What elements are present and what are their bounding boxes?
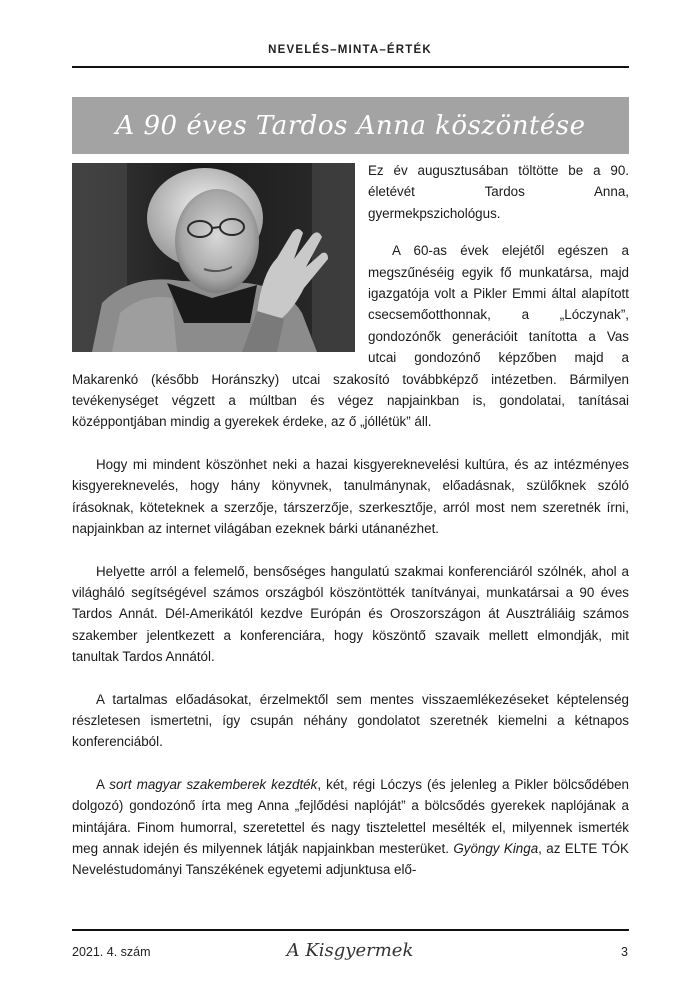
paragraph-career: A 60-as évek elejétől egészen a megszűnéséig egyik fő munkatársa, majd igazgatója volt a Pikler Emmi által alapított csecsemőotthonnak, a „Lóczynak”, gondozónők generációit tanította a Vas utcai gondozónő képzőben majd a Makarenkó (később Horánszky) utcai szakosító továbbképző intézetben. Bármilyen tevékenységet végzett a múltban és végez napjainkban is, gondolatai, tanításai középpontjában mindig a gyerekek érdeke, az ő „jóllétük” áll. bbox=[72, 243, 629, 430]
page-number: 3 bbox=[621, 945, 628, 959]
paragraph-conference: Helyette arról a felemelő, bensőséges hangulatú szakmai konferenciáról szólnék, ahol a világháló segítségével számos országból köszöntötték tanítványai, munkatársai a 90 éves Tardos Annát. Dél-Amerikától kezdve Európán és Oroszországon át Ausztráliáig számos szakember jelentkezett a konferenciára, hogy köszöntő szavaik mellett elmondják, mit tanultak Tardos Annától. bbox=[72, 563, 629, 665]
paragraph-intro: Ez év augusztusában töltötte be a 90. életévét Tardos Anna, gyermekpszichológus. bbox=[368, 163, 629, 221]
photo-float-spacer bbox=[72, 160, 368, 356]
paragraph-speakers-part-c: , az ELTE TÓK Neveléstudományi Tanszékének egyetemi adjunktusa elő- bbox=[72, 840, 629, 878]
paragraph-summary: A tartalmas előadásokat, érzelmektől sem mentes visszaemlékezéseket képtelenség részletesen ismertetni, így csupán néhány gondolatot szeretnék kiemelni a kétnapos konferenciából. bbox=[72, 691, 629, 750]
article-body bbox=[72, 160, 629, 881]
paragraph-speakers-part-b: , két, régi Lóczys (és jelenleg a Pikler bölcsődében dolgozó) gondozónő írta meg Anna „fejlődési naplóját” a bölcsődés gyerekek naplójának a mintájára. Finom humorral, szeretettel és nagy tisztelettel mesélték el, milyennek ismerték meg annak idején és milyennek látják napjainkban mesterüket. bbox=[72, 776, 629, 856]
paragraph-speakers-part-a: A bbox=[96, 776, 110, 792]
footer-rule bbox=[72, 929, 629, 931]
title-banner bbox=[72, 97, 629, 154]
issue-label: 2021. 4. szám bbox=[72, 945, 151, 959]
header-rule bbox=[72, 66, 629, 68]
paragraph-legacy: Hogy mi mindent köszönhet neki a hazai kisgyereknevelési kultúra, és az intézményes kisgyereknevelés, hogy hány könyvnek, tanulmánynak, előadásnak, szülőknek szóló írásoknak, köteteknek a szerzője, társzerzője, szerkesztője, arról most nem szeretnék írni, napjainkban az internet világában ezeknek bárki utánanézhet. bbox=[72, 456, 629, 537]
paragraph-speakers-emphasis-1: sort magyar szakemberek kezdték bbox=[109, 776, 318, 792]
paragraph-speakers bbox=[72, 774, 629, 881]
magazine-name: A Kisgyermek bbox=[286, 940, 414, 961]
running-title: NEVELÉS–MINTA–ÉRTÉK bbox=[268, 44, 432, 56]
article-title: A 90 éves Tardos Anna köszöntése bbox=[115, 110, 586, 141]
paragraph-speakers-emphasis-2: Gyöngy Kinga bbox=[453, 840, 539, 856]
